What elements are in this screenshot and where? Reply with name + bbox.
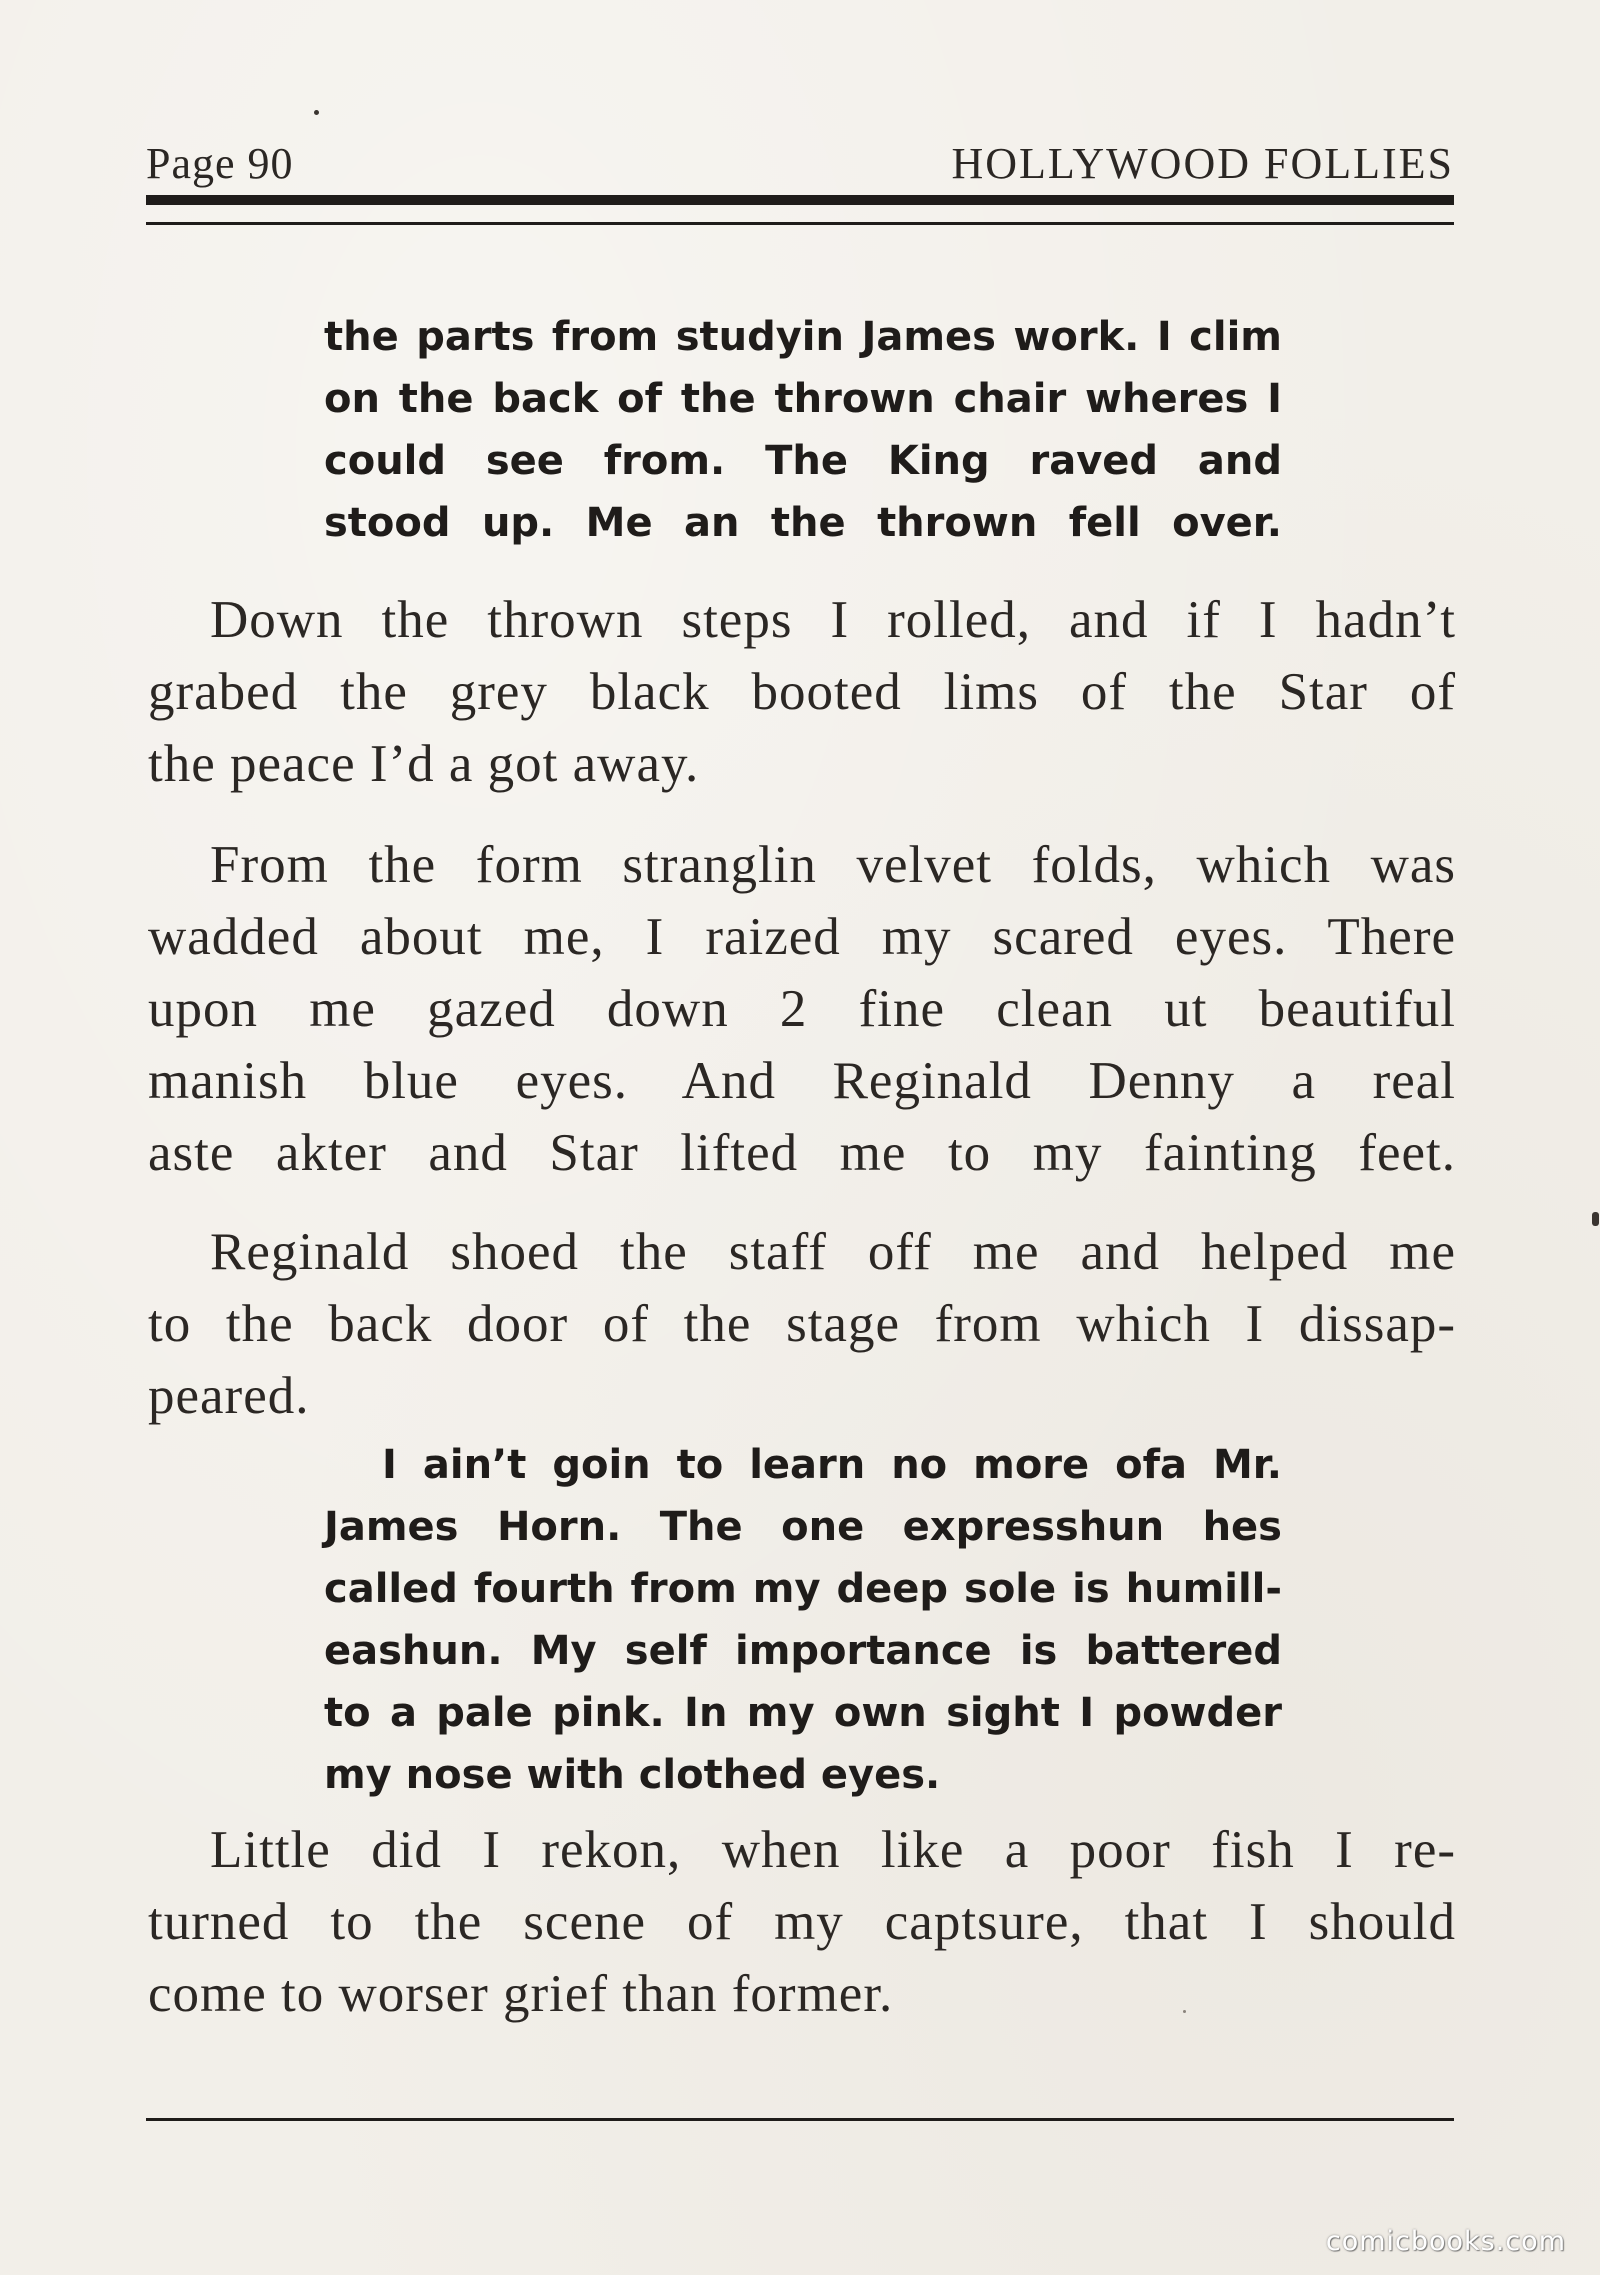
header-rule-thin xyxy=(146,222,1454,225)
paragraph-1 xyxy=(148,584,1456,800)
quote-line: eashun. My self importance is battered xyxy=(324,1628,1282,1674)
paragraph-2 xyxy=(148,829,1456,1189)
paragraph-4 xyxy=(148,1814,1456,2030)
page-number: Page 90 xyxy=(146,139,294,188)
paragraph-line: the peace I’d a got away. xyxy=(148,735,700,793)
quote-line: the parts from studyin James work. I clim xyxy=(324,314,1282,360)
paragraph-line: peared. xyxy=(148,1367,310,1425)
quote-block-1 xyxy=(324,306,1282,554)
quote-line: I ain’t goin to learn no more ofa Mr. xyxy=(382,1442,1282,1488)
quote-line: on the back of the thrown chair wheres I xyxy=(324,376,1282,422)
paragraph-line: upon me gazed down 2 fine clean ut beautiful xyxy=(148,980,1456,1038)
paragraph-line: turned to the scene of my captsure, that I should xyxy=(148,1893,1456,1951)
paper-speck xyxy=(1592,1212,1599,1226)
quote-line: James Horn. The one expresshun hes xyxy=(324,1504,1282,1550)
paragraph-line: Little did I rekon, when like a poor fish I re- xyxy=(210,1821,1456,1879)
paragraph-line: come to worser grief than former. xyxy=(148,1965,894,2023)
paragraph-line: wadded about me, I raized my scared eyes. There xyxy=(148,908,1456,966)
quote-line: my nose with clothed eyes. xyxy=(324,1752,941,1798)
paragraph-3 xyxy=(148,1216,1456,1432)
paragraph-line: From the form stranglin velvet folds, which was xyxy=(210,836,1456,894)
footer-rule xyxy=(146,2118,1454,2121)
quote-line: could see from. The King raved and xyxy=(324,438,1282,484)
page-header xyxy=(146,138,1454,188)
quote-line: called fourth from my deep sole is humill- xyxy=(324,1566,1282,1612)
paper-speck xyxy=(314,110,319,115)
quote-block-2 xyxy=(324,1434,1282,1806)
paragraph-line: grabed the grey black booted lims of the Star of xyxy=(148,663,1456,721)
quote-line: stood up. Me an the thrown fell over. xyxy=(324,500,1282,546)
site-watermark: comicbooks.com xyxy=(1325,2226,1566,2257)
paragraph-line: to the back door of the stage from which I dissap- xyxy=(148,1295,1456,1353)
running-title: HOLLYWOOD FOLLIES xyxy=(951,139,1454,188)
paragraph-line: manish blue eyes. And Reginald Denny a real xyxy=(148,1052,1456,1110)
header-rule-thick xyxy=(146,195,1454,205)
quote-line: to a pale pink. In my own sight I powder xyxy=(324,1690,1282,1736)
paragraph-line: Reginald shoed the staff off me and helped me xyxy=(210,1223,1456,1281)
paragraph-line: aste akter and Star lifted me to my fainting feet. xyxy=(148,1124,1456,1182)
paragraph-line: Down the thrown steps I rolled, and if I hadn’t xyxy=(210,591,1456,649)
paper-speck xyxy=(1183,2010,1186,2013)
